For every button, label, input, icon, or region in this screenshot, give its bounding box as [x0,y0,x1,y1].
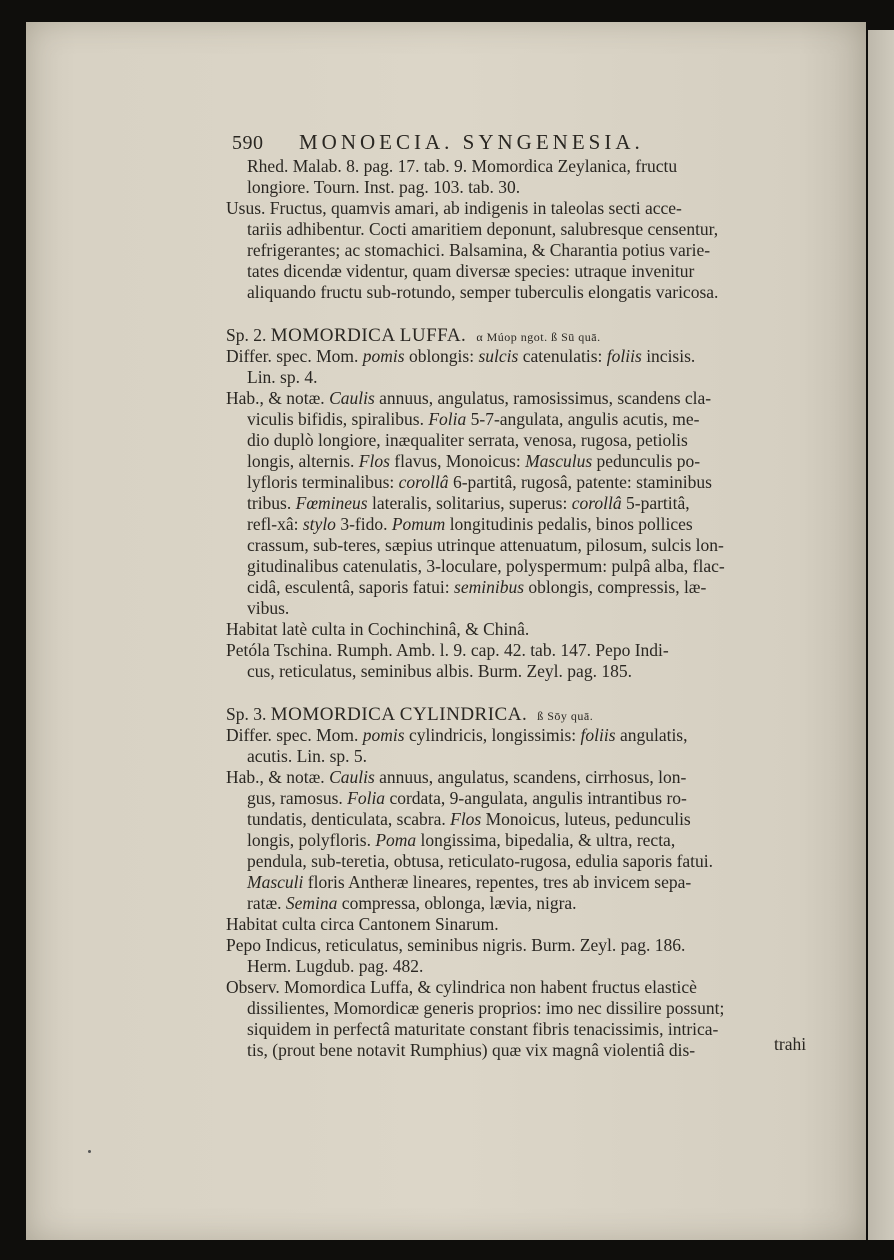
text-segment: refl-xâ: [247,514,303,534]
text-segment: Differ. spec. Mom. [226,346,363,366]
italic-term: foliis [580,725,616,745]
italic-term: seminibus [454,577,525,597]
text-line: vibus. [247,598,290,618]
text-line [226,725,836,746]
text-segment: oblongis: [404,346,479,366]
text-line: Observ. Momordica Luffa, & cylindrica non habent fructus elasticè [226,977,697,997]
text-line: Habitat latè culta in Cochinchinâ, & Chinâ. [226,619,530,639]
text-line [226,493,836,514]
page-header [232,130,644,155]
species-heading [226,325,836,346]
italic-term: Masculus [525,451,593,471]
species-name: MOMORDICA LUFFA. [270,325,467,346]
text-segment: Differ. spec. Mom. [226,725,363,745]
italic-term: Folia [428,409,467,429]
text-line: aliquando fructu sub-rotundo, semper tuberculis elongatis varicosa. [247,282,719,302]
italic-term: Fœmineus [295,493,368,513]
text-line: siquidem in perfectâ maturitate constant fibris tenacissimis, intrica- [247,1019,719,1039]
text-segment: 5-partitâ, [621,493,690,513]
text-segment: viculis bifidis, spiralibus. [247,409,429,429]
text-line: Rhed. Malab. 8. pag. 17. tab. 9. Momordica Zeylanica, fructu [247,156,678,176]
text-line: tariis adhibentur. Cocti amaritiem deponunt, salubresque censentur, [247,219,719,239]
italic-term: Flos [358,451,390,471]
page-body [226,156,836,1061]
text-line [226,472,836,493]
text-segment: angulatis, [615,725,688,745]
text-segment: flavus, Monoicus: [389,451,526,471]
text-segment: cidâ, esculentâ, saporis fatui: [247,577,455,597]
text-segment: Monoicus, luteus, pedunculis [481,809,691,829]
text-line [226,514,836,535]
text-line: Pepo Indicus, reticulatus, seminibus nigris. Burm. Zeyl. pag. 186. [226,935,686,955]
text-segment: 6-partitâ, rugosâ, patente: staminibus [448,472,712,492]
text-line: Lin. sp. 4. [247,367,318,387]
text-line: Habitat culta circa Cantonem Sinarum. [226,914,499,934]
text-line [226,451,836,472]
italic-term: Caulis [329,767,375,787]
text-segment: annuus, angulatus, scandens, cirrhosus, lon- [374,767,687,787]
catchword: trahi [774,1034,807,1054]
text-line: longiore. Tourn. Inst. pag. 103. tab. 30. [247,177,521,197]
text-line [226,893,836,914]
text-line [226,388,836,409]
text-line: Usus. Fructus, quamvis amari, ab indigenis in taleolas secti acce- [226,198,682,218]
text-segment: cordata, 9-angulata, angulis intrantibus ro- [385,788,687,808]
text-segment: cylindricis, longissimis: [404,725,581,745]
running-title: MONOECIA. SYNGENESIA. [299,130,644,154]
text-line: dio duplò longiore, inæqualiter serrata, venosa, rugosa, petiolis [247,430,688,450]
text-segment: incisis. [641,346,696,366]
text-line [226,409,836,430]
text-segment: catenulatis: [518,346,607,366]
text-line: pendula, sub-teretia, obtusa, reticulato-rugosa, edulia saporis fatui. [247,851,714,871]
text-segment: ratæ. [247,893,286,913]
vernacular-names: α Múop ngot. ß Sū quā. [476,330,601,344]
section-gap [226,303,836,325]
species-heading [226,704,836,725]
section-gap [226,682,836,704]
text-segment: oblongis, compressis, læ- [524,577,707,597]
text-segment: compressa, oblonga, lævia, nigra. [337,893,577,913]
italic-term: corollâ [571,493,622,513]
text-line: Petóla Tschina. Rumph. Amb. l. 9. cap. 42. tab. 147. Pepo Indi- [226,640,669,660]
text-segment: tribus. [247,493,296,513]
text-segment: longis, alternis. [247,451,359,471]
species-number: Sp. 2. [226,325,271,345]
italic-term: pomis [362,725,405,745]
text-line [226,767,836,788]
text-segment: floris Antheræ lineares, repentes, tres ab invicem sepa- [303,872,692,892]
italic-term: Caulis [329,388,375,408]
text-line: gitudinalibus catenulatis, 3-loculare, polyspermum: pulpâ alba, flac- [247,556,725,576]
text-segment: annuus, angulatus, ramosissimus, scandens cla- [374,388,712,408]
italic-term: Masculi [247,872,304,892]
text-segment: lateralis, solitarius, superus: [367,493,572,513]
vernacular-names: ß Sōy quā. [537,709,594,723]
facing-page-edge [868,30,894,1240]
text-segment: 3-fido. [335,514,392,534]
text-segment: longis, polyfloris. [247,830,376,850]
text-line [226,872,836,893]
text-line: cus, reticulatus, seminibus albis. Burm. Zeyl. pag. 185. [247,661,632,681]
text-line [226,788,836,809]
text-segment: Hab., & notæ. [226,388,330,408]
text-segment: tundatis, denticulata, scabra. [247,809,451,829]
text-line: tis, (prout bene notavit Rumphius) quæ vix magnâ violentiâ dis- [247,1040,696,1060]
text-line: dissilientes, Momordicæ generis proprios: imo nec dissilire possunt; [247,998,725,1018]
text-line: crassum, sub-teres, sæpius utrinque attenuatum, pilosum, sulcis lon- [247,535,724,555]
italic-term: Poma [375,830,417,850]
text-line: tates dicendæ videntur, quam diversæ species: utraque invenitur [247,261,695,281]
text-segment: lyfloris terminalibus: [247,472,399,492]
italic-term: Semina [285,893,338,913]
italic-term: pomis [362,346,405,366]
text-line [226,830,836,851]
italic-term: Folia [347,788,386,808]
italic-term: foliis [606,346,642,366]
text-segment: Hab., & notæ. [226,767,330,787]
text-segment: longitudinis pedalis, binos pollices [445,514,693,534]
text-segment: gus, ramosus. [247,788,348,808]
text-segment: 5-7-angulata, angulis acutis, me- [466,409,700,429]
text-line [226,809,836,830]
text-line: acutis. Lin. sp. 5. [247,746,368,766]
text-line: Herm. Lugdub. pag. 482. [247,956,424,976]
italic-term: Flos [450,809,482,829]
italic-term: corollâ [398,472,449,492]
text-segment: pedunculis po- [592,451,701,471]
italic-term: sulcis [478,346,519,366]
italic-term: Pomum [391,514,446,534]
text-segment: longissima, bipedalia, & ultra, recta, [416,830,676,850]
ink-spot [88,1150,91,1153]
page-number: 590 [232,132,264,154]
text-line [226,577,836,598]
species-number: Sp. 3. [226,704,271,724]
text-line: refrigerantes; ac stomachici. Balsamina, & Charantia potius varie- [247,240,711,260]
italic-term: stylo [302,514,336,534]
species-name: MOMORDICA CYLINDRICA. [270,704,528,725]
text-line [226,346,836,367]
